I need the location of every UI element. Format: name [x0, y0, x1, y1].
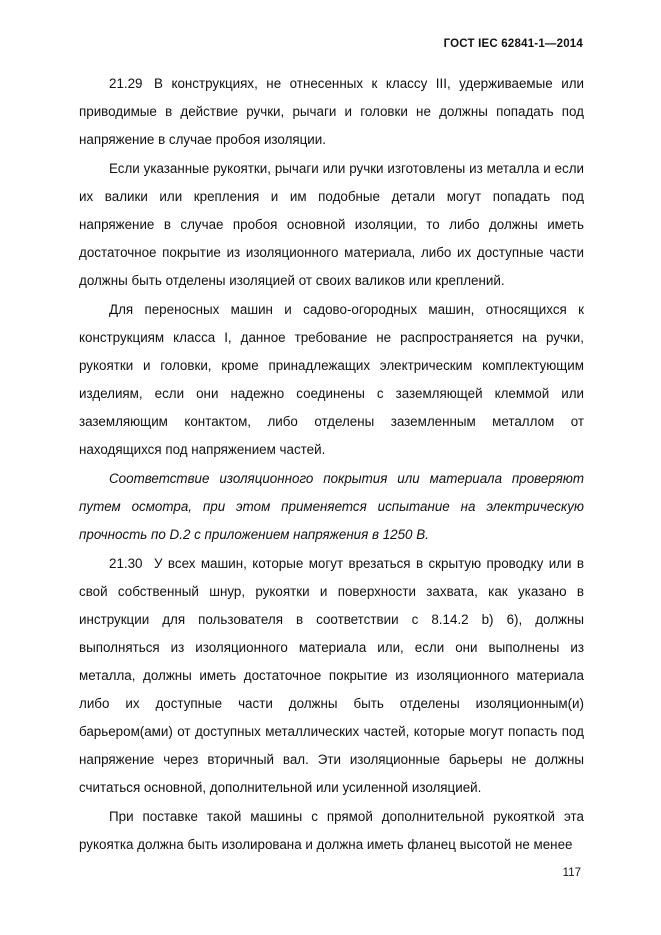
paragraph: [79, 155, 584, 295]
standard-code-header: ГОСТ IEC 62841-1—2014: [443, 38, 583, 50]
paragraph-text: Если указанные рукоятки, рычаги или ручки изготовлены из металла и если их валики или крепления и им подобные детали могут попадать под напряжение в случае пробоя основной изоляции, то либо должны иметь достаточное покрытие из изоляционного материала, либо их доступные части должны быть отделены изоляцией от своих валиков или креплений.: [79, 161, 584, 288]
page-number: 117: [562, 867, 581, 879]
document-body: [79, 70, 584, 860]
paragraph-text: В конструкциях, не отнесенных к классу III, удерживаемые или приводимые в действие ручки, рычаги и головки не должны попадать под напряжение в случае пробоя изоляции.: [79, 76, 584, 147]
clause-number: 21.30: [109, 556, 143, 572]
clause-number: 21.29: [109, 76, 143, 91]
paragraph-text: Соответствие изоляционного покрытия или материала проверяют путем осмотра, при этом применяется испытание на электрическую прочность по D.2 с приложением напряжения в 1250 В.: [79, 471, 584, 542]
paragraph-text: При поставке такой машины с прямой дополнительной рукояткой эта рукоятка должна быть изолирована и должна иметь фланец высотой не менее: [79, 809, 584, 852]
paragraph-text: Для переносных машин и садово-огородных машин, относящихся к конструкциям класса I, данное требование не распространяется на ручки, рукоятки и головки, кроме принадлежащих электрическим комплектующим изделиям, если они надежно соединены с заземляющей клеммой или заземляющим контактом, либо отделены заземленным металлом от находящихся под напряжением частей.: [79, 302, 584, 457]
paragraph: [79, 803, 584, 859]
clause-21-30-paragraph: [79, 550, 584, 801]
paragraph: [79, 296, 584, 463]
compliance-check-paragraph: [79, 465, 584, 549]
clause-21-29-paragraph: [79, 70, 584, 154]
paragraph-text: У всех машин, которые могут врезаться в скрытую проводку или в свой собственный шнур, рукоятки и поверхности захвата, как указано в инструкции для пользователя в соответствии с 8.14.2 b) 6), должны выполняться из изоляционного материала или, если они выполнены из металла, должны иметь достаточное покрытие из изоляционного материала либо их доступные части должны быть отделены изоляционным(и) барьером(ами) от доступных металлических частей, которые могут попасть под напряжение через вторичный вал. Эти изоляционные барьеры не должны считаться основной, дополнительной или усиленной изоляцией.: [79, 556, 584, 795]
